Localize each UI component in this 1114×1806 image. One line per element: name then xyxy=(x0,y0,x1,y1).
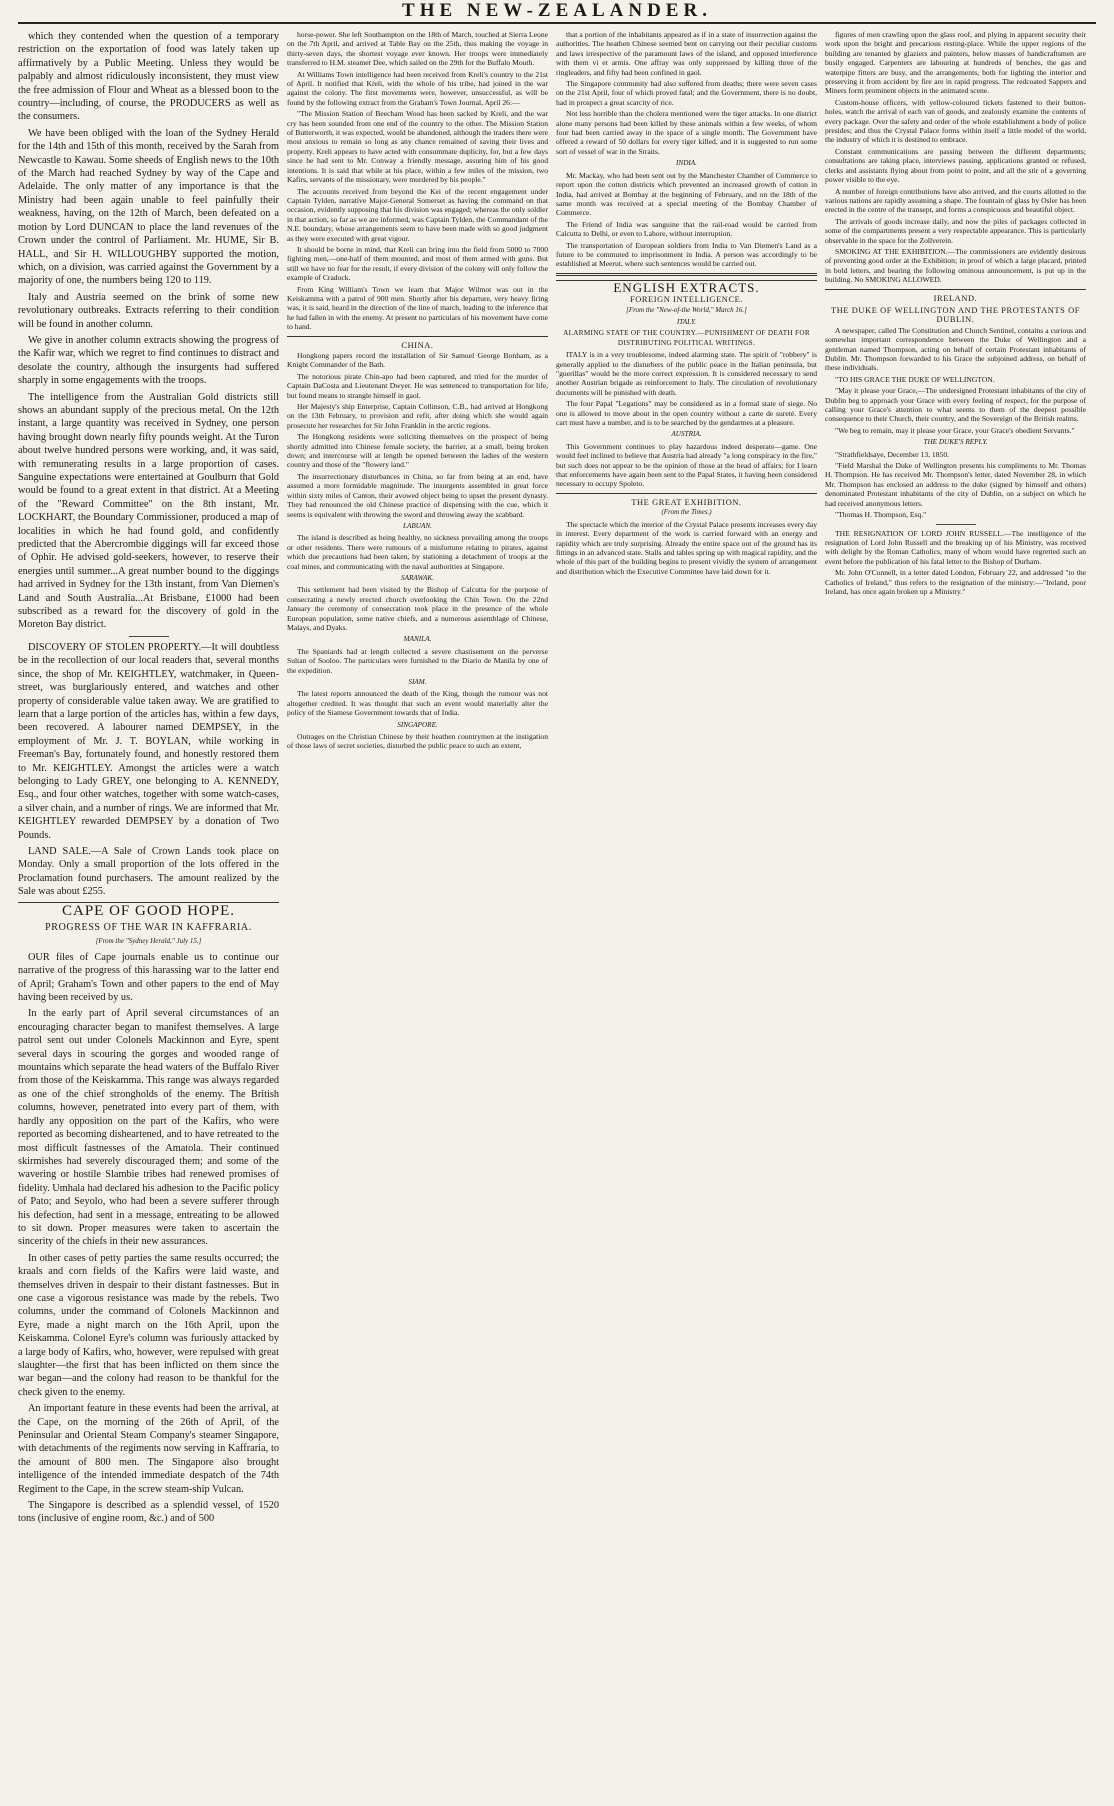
paragraph: DISCOVERY OF STOLEN PROPERTY.—It will doubtless be in the recollection of our local readers that, several months since, the shop of Mr. KEIGHTLEY, watchmaker, in Queen-street, was burglariously entered, and watches and other property of considerable value taken away. We are gratified to learn that a large portion of the articles has, within a few days, been recovered. A labourer named DEMPSEY, in the employment of Mr. J. T. BOYLAN, while working in Freeman's Bay, fortunately found, and honestly restored them to Mr. KEIGHTLEY. Amongst the articles were a watch belonging to Lady GREY, one belonging to A. KENNEDY, Esq., and four other watches, together with some watch-cases, a silver chain, and a number of rings. We are informed that Mr. KEIGHTLEY rewarded DEMPSEY by a donation of Two Pounds. xyxy=(18,641,279,841)
subheading-labuan: LABUAN. xyxy=(403,521,432,530)
article-heading: THE DUKE OF WELLINGTON AND THE PROTESTANTS OF DUBLIN. xyxy=(831,305,1080,325)
paragraph: which they contended when the question of a temporary restriction on the exportation of food was lately taken up affirmatively by a Public Meeting. Unless they would be palpably and almost ridiculously inconsistent, they must view the free admission of Flour and Wheat as a blessed boon to the country—including, of course, the PRODUCERS as well as the consumers. xyxy=(18,31,279,123)
column-3 xyxy=(556,30,817,1796)
rule xyxy=(825,289,1086,290)
paragraph: We have been obliged with the loan of the Sydney Herald for the 14th and 15th of this month, received by the Sarah from Newcastle to Kawau. Some sheeds of English news to the 10th of the March had reached Sydney by way of the Cape and Adelaide. The only matter of any importance is that the Ministry had been again unable to feel painfully their weakness, having, on the 12th of March, been defeated on a motion by Lord DUNCAN to place the land revenues of the Crown under the control of Parliament. Mr. HUME, Sir B. HALL, and Sir H. WILLOUGHBY supported the motion, which, on a division, was carried against the Government by a majority of one, the numbers being 120 to 119. xyxy=(18,127,279,287)
subheading-siam: SIAM. xyxy=(408,678,427,686)
paragraph: ITALY is in a very troublesome, indeed alarming state. The spirit of "robbery" is generally applied to the disturbers of the public peace in the Italian peninsula, but "guerillas" would be the more correct expression. It is considered necessary to send another Austrian brigade as reinforcement to Italy. The circulation of revolutionary documents will be punished with death. xyxy=(556,350,817,397)
separator xyxy=(936,524,976,525)
source-line: [From the "New-of-the World," March 16.] xyxy=(626,305,747,314)
column-4 xyxy=(825,30,1086,1796)
subheading-austria: AUSTRIA. xyxy=(671,430,702,439)
paragraph: The four Papal "Legations" may be considered as in a formal state of siege. No one is allowed to move about in the open country without a carte de sureté. Every cart must have a number, and is to be searched by the gendarmes at a pleasure. xyxy=(556,399,817,428)
subheading-india: INDIA. xyxy=(676,159,697,168)
paragraph: The accounts received from beyond the Kei of the recent engagement under Captain Tylden, narrative Major-General Somerset as having the command on that occasion, evidently supposing that his division was engaged; whereas the only soldier in that action, so far as we are informed, was Captain Tylden, the Commandant of the N.E. boundary, whose arrangements seem to have been made with so good judgment as they were executed with great vigour. xyxy=(287,186,548,243)
paragraph: horse-power. She left Southampton on the 18th of March, touched at Sierra Leone on the 7th April, and arrived at Table Bay on the 25th, thus making the voyage in thirty-seven days, the shortest voyage ever known. Her troops were immediately transferred to H.M. steamer Dee, which sailed on the 29th for the Buffalo Mouth. xyxy=(287,30,548,68)
paragraph: SMOKING AT THE EXHIBITION.—The commissioners are evidently desirous of preventing good order at the Exhibition; in proof of which a large placard, printed in bold letters, and bearing the following ominous announcement, is put up in the building. No SMOKING ALLOWED. xyxy=(825,246,1086,285)
subheading-dukes-reply: THE DUKE'S REPLY. xyxy=(923,438,988,447)
paragraph: At Williams Town intelligence had been received from Kreli's country to the 21st of April. It notified that Kreli, with the whole of his tribe, had joined in the war against the colony. The first movements were, however, unsuccessful, as will be found by the following extract from the Graham's Town Journal, April 26:— xyxy=(287,69,548,107)
paragraph: Her Majesty's ship Enterprise, Captain Collinson, C.B., had arrived at Hongkong on the 13th February, to provision and refit, after doing which she would again prosecute her researches for Sir John Franklin in the arctic regions. xyxy=(287,402,548,430)
subheading-sarawak: SARAWAK. xyxy=(401,573,434,582)
paragraph: OUR files of Cape journals enable us to continue our narrative of the progress of this harassing war to the latter end of April; Graham's Town and other papers to the end of May having been received by us. xyxy=(18,951,279,1004)
paragraph: "The Mission Station of Beecham Wood has been sacked by Kreli, and the war cry has been sounded from one end of the country to the other. The Mission Station of Butterworth, it was expected, would be abandoned, although the traders there were most anxious to remain so long as any chance remained of saving their lives and property. Kreli appears to have acted with consummate duplicity, for, but a few days since he had sent to Mr. Conway a friendly message, assuring him of his good intentions. It is said that while at his place, within a few miles of the mission, two Kafirs, servants of the missionary, were murdered by his people." xyxy=(287,109,548,185)
paragraph: A number of foreign contributions have also arrived, and the courts allotted to the various nations are rapidly assuming a shape. The fountain of glass by Osler has been erected in the centre of the transept, and forms a conspicuous and beautiful object. xyxy=(825,186,1086,215)
paragraph: "Field Marshal the Duke of Wellington presents his compliments to Mr. Thomas H. Thompson. He has received Mr. Thompson's letter, dated November 28, in which Mr. Thompson has enclosed an address to the duke (signed by himself and others) denominated Protestant inhabitants of the city of Dublin, on a subject on which he had received anonymous letters. xyxy=(825,461,1086,508)
paragraph: Not less horrible than the cholera mentioned were the tiger attacks. In one district alone many persons had been killed by these animals within a few weeks, of whom four had been carried away in the space of a single month. The Government have offered a reward of 50 dollars for every tiger killed, and it is suggested to run some sort of vessel of war in the Straits. xyxy=(556,109,817,156)
rule xyxy=(556,493,817,494)
subheading-singapore: SINGAPORE. xyxy=(397,720,438,729)
paragraph: Outrages on the Christian Chinese by their heathen countrymen at the instigation of those laws of secret societies, disturbed the public peace to such an extent, xyxy=(287,732,548,751)
paragraph: The Singapore is described as a splendid vessel, of 1520 tons (inclusive of engine room, &c.) and of 500 xyxy=(18,1500,279,1525)
paragraph: The insurrectionary disturbances in China, so far from being at an end, have assumed a more formidable magnitude. The insurgents assembled in great force within sixty miles of Canton, their avowed object being to upset the present dynasty. They had renounced the old Chinese practice of dispensing with the cue, which it seems is equivalent with throwing the sword and throwing away the scabbard. xyxy=(287,471,548,519)
source-line: [From the "Sydney Herald," July 15.] xyxy=(95,937,202,946)
paragraph: Italy and Austria seemed on the brink of some new revolutionary outbreaks. Extracts referring to their condition will be found in another column. xyxy=(18,291,279,330)
article-heading: FOREIGN INTELLIGENCE. xyxy=(629,295,744,305)
paragraph: From King William's Town we learn that Major Wilmot was out in the Keiskamma with a patrol of 900 men. Shortly after his departure, very heavy firing was, it is said, heard in the direction of the line of march, leading to the inference that he had fallen in with the enemy. At present no particulars of his movement have come to hand. xyxy=(287,284,548,332)
paragraph: The latest reports announced the death of the King, though the rumour was not altogether credited. It was thought that such an event would materially alter the policy of the Siamese Government towards that of India. xyxy=(287,689,548,718)
paragraph: THE RESIGNATION OF LORD JOHN RUSSELL.—The intelligence of the resignation of Lord John Russell and the breaking up of his Ministry, was received with delight by the Roman Catholics, many of whom would have regretted such an event before the publication of his fatal letter to the Bishop of Durham. xyxy=(825,528,1086,566)
paragraph: An important feature in these events had been the arrival, at the Cape, on the morning of the 26th of April, of the Peninsular and Oriental Steam Company's steamer Singapore, with detachments of the regiments now serving in Kaffraria, to the amount of 800 men. The Singapore also brought intelligence of the intended immediate despatch of the 74th Regiment to the Cape, in the screw steam-ship Vulcan. xyxy=(18,1403,279,1495)
paragraph: The Spaniards had at length collected a severe chastisement on the perverse Sultan of Sooloo. The particulars were furnished to the Diario de Manila by one of the expedition. xyxy=(287,646,548,675)
section-heading-china: CHINA. xyxy=(401,340,434,350)
paragraph: The island is described as being healthy, no sickness prevailing among the troops or other residents. There were rumours of a misfortune relating to pirates, against which due precautions had been taken, by stationing a detachment of troops at the coal mines, and communicating with the naval authorities at Singapore. xyxy=(287,533,548,571)
paragraph: LAND SALE.—A Sale of Crown Lands took place on Monday. Only a small proportion of the lots offered in the Proclamation found purchasers. The amount realized by the Sale was about £255. xyxy=(18,845,279,898)
paragraph: This settlement had been visited by the Bishop of Calcutta for the purpose of consecrating a newly erected church overlooking the Chin Town. On the 22nd January the ceremony of consecration took place in the presence of the whole European population, some native chiefs, and a numerous assemblage of Chinese, Malays, and Dyaks. xyxy=(287,585,548,632)
paragraph: The notorious pirate Chin-apo had been captured, and tried for the murder of Captain DaCosta and Lieutenant Dwyer. He was sentenced to transportation for life, but found means to strangle himself in gaol. xyxy=(287,371,548,400)
paragraph: "We beg to remain, may it please your Grace, your Grace's obedient Servants." xyxy=(835,425,1075,435)
paragraph: Constant communications are passing between the different departments; consultations are taking place, interviews passing, applications granted or refused, clerks and assistants flying about from point to point, and all the stir of a governing power visible to the eye. xyxy=(825,146,1086,185)
paragraph: Hongkong papers record the installation of Sir Samuel George Bonham, as a Knight Commander of the Bath. xyxy=(287,351,548,370)
paragraph: "Thomas H. Thompson, Esq." xyxy=(835,510,927,520)
article-heading: PROGRESS OF THE WAR IN KAFFRARIA. xyxy=(45,922,252,933)
paragraph: Custom-house officers, with yellow-coloured tickets fastened to their button-holes, watch the arrival of each van of goods, and zealously examine the contents of every package. Over the safety and order of the whole establishment a body of police presides; and thus the Crystal Palace forms within itself a little model of the world, the industry of which it is destined to embrace. xyxy=(825,97,1086,145)
rule xyxy=(556,273,817,276)
paragraph: In other cases of petty parties the same results occurred; the kraals and corn fields of the Kafirs were laid waste, and themselves driven in despair to their distant fastnesses. But in one case a vigorous resistance was made by the rebels. Two columns, under the command of Colonels Mackinnon and Eyre, made a night march on the 16th April, upon the Keiskamma. Colonel Eyre's column was furiously attacked by a large body of Kafirs, who, however, were repulsed with great slaughter—the first that has been inflicted on them since the war began—and the colony had reason to be thankful for the check given to the enemy. xyxy=(18,1252,279,1398)
paragraph: figures of men crawling upon the glass roof, and plying in apparent security their work upon the bright and precarious resting-place. While the upper regions of the building are tenanted by glaziers and painters, below masses of handicraftsmen are busily engaged. Carpenters are labouring at hundreds of benches, the gas and waterpipe fitters are busy, and the arrangements, both for lighting the interior and preserving it from accident by fire are in rapid progress. The redcoated Sappers and Miners form prominent objects in the animated scene. xyxy=(825,30,1086,96)
headline: ALARMING STATE OF THE COUNTRY.—PUNISHMENT OF DEATH FOR DISTRIBUTING POLITICAL WRITINGS. xyxy=(563,329,810,347)
paragraph: The arrivals of goods increase daily, and now the piles of packages collected in some of the compartments present a very respectable appearance. This is particularly observable in the space for the Zollverein. xyxy=(825,216,1086,245)
paragraph: "May it please your Grace,—The undersigned Protestant inhabitants of the city of Dublin beg to approach your Grace with every feeling of respect, for the purpose of calling your Grace's attention to what seems to them of the deepest possible consequence to their Church, their country, and the Sovereign of the British realms. xyxy=(825,386,1086,424)
masthead xyxy=(0,0,1114,26)
section-heading-ireland: IRELAND. xyxy=(933,293,978,303)
paragraph: The intelligence from the Australian Gold districts still shows an abundant supply of the precious metal. On the 12th instant, a large quantity was received in Sydney, one person having brought down nearly fifty pounds weight. At the Turon about twelve hundred persons were working, and, it was said, with remunerating results in a large proportion of cases. Sanguine expectations were entertained at Goulburn that Gold would be found to a great extent in that district. At a Meeting of the "Reward Committee" on the 8th instant, Mr. LOCKHART, the Boundary Commissioner, produced a map of localities in which he had found gold, and confidently predicted that the Abercrombie diggings will far exceed those of Ophir. He advised gold-seekers, however, to reserve their energies until summer...A great number bound to the diggings had arrived in Sydney for the 13th instant, from Van Diemen's Land and South Australia...At Brisbane, £1000 had been subscribed as a reward for the discovery of gold in the Moreton Bay district. xyxy=(18,391,279,631)
columns xyxy=(18,30,1096,1796)
column-2 xyxy=(287,30,548,1796)
source-line: (From the Times.) xyxy=(661,508,712,517)
rule xyxy=(287,336,548,337)
paragraph: We give in another column extracts showing the progress of the Kafir war, which we regret to find continues to distract and desolate the country, although the insurgents had suffered sharply in some engagements with the troops. xyxy=(18,334,279,387)
paragraph: Mr. John O'Connell, in a letter dated London, February 22, and addressed "to the Catholics of Ireland," thus refers to the resignation of the ministry:—"Ireland, poor Ireland, has once again broken up a Ministry." xyxy=(825,568,1086,596)
subheading-italy: ITALY. xyxy=(676,317,697,326)
paragraph: It should be borne in mind, that Kreli can bring into the field from 5000 to 7000 fighting men,—one-half of them mounted, and most of them armed with guns. But still we have no fear for the result, if every division of the colony will only follow the example of Cradock. xyxy=(287,244,548,283)
section-heading-english-extracts: ENGLISH EXTRACTS. xyxy=(556,280,817,292)
paragraph: "TO HIS GRACE THE DUKE OF WELLINGTON. xyxy=(835,374,995,384)
paragraph: The Hongkong residents were soliciting themselves on the prospect of being shortly admitted into Chinese female society, the barrier, at a small, being broken down; and intercourse will at length be opened between the ladies of the western country and those of the "flowery land." xyxy=(287,432,548,470)
paragraph: Mr. Mackay, who had been sent out by the Manchester Chamber of Commerce to report upon the cotton districts which prevented an increased growth of cotton in India, had arrived at Bombay at the beginning of February, and on the 18th of the same month was received at a special meeting of the Bombay Chamber of Commerce. xyxy=(556,170,817,218)
subheading-manila: MANILA. xyxy=(403,635,432,644)
paragraph: "Strathfieldsaye, December 13, 1850. xyxy=(835,449,950,459)
paragraph: The spectacle which the interior of the Crystal Palace presents increases every day in interest. Every department of the work is carried forward with an energy and rapidity which are truly surprising. Already the entire space out of the ground has its fittings in an advanced state. Stalls and tables spring up with magical rapidity, and the whole of this part of the building begins to present vividly the system of arrangement and distribution which the Executive Committee have laid down for it. xyxy=(556,519,817,576)
separator xyxy=(129,636,169,637)
paragraph: The Friend of India was sanguine that the rail-road would be carried from Calcutta to Delhi, or even to Lahore, without interruption. xyxy=(556,219,817,239)
section-heading-cape: CAPE OF GOOD HOPE. xyxy=(18,902,279,918)
paragraph: In the early part of April several circumstances of an encouraging character began to manifest themselves. A large patrol sent out under Colonels Mackinnon and Eyre, spent several days in scouring the gorges and wooded range of mountains which separate the head waters of the Buffalo River from those of the Keiskamma. This range was always regarded as one of the chief strongholds of the enemy. The British columns, however, penetrated into every part of them, with hardly any opposition on the part of the Kafirs, who were reported as becoming disheartened, and to have retreated to the most difficult fastnesses of the Amatola. Their continued skirmishes had severely discouraged them; and some of the wavering or hostile Slambie tribes had renewed promises of fidelity. Umhala had declared his adhesion to the Pacific policy of Pato; and Seyolo, who had been a severe sufferer through his defection, had sent in a message, entreating to be allowed to sit down. Proper measures were taken to ascertain the sincerity of the chiefs in their new assurances. xyxy=(18,1008,279,1248)
paragraph: The Singapore community had also suffered from deaths; there were seven cases on the 21st April, four of which proved fatal; and the Government, there is no doubt, had in prospect a great scarcity of rice. xyxy=(556,79,817,107)
paragraph: This Government continues to play hazardous indeed desperate—game. One would feel inclined to believe that Austria had already "a long conspiracy in the fire," but such does not appear to be the opinion of those at the head of affairs; for I learn that enforcements have again been sent to the Papal States, it having been considered necessary to occupy Spoleto. xyxy=(556,441,817,489)
newspaper-title: THE NEW-ZEALANDER. xyxy=(402,0,712,21)
paragraph: The transportation of European soldiers from India to Van Diemen's Land as a future to be commuted to imprisonment in India. A person was accordingly to be established at Meerut, where such sentences would be carried out. xyxy=(556,240,817,269)
column-1 xyxy=(18,30,279,1796)
masthead-rule xyxy=(18,22,1096,24)
paragraph: that a portion of the inhabitants appeared as if in a state of insurrection against the authorities. The heathen Chinese seemed bent on carrying out their peculiar customs and laws irrespective of the paramount laws of the island, and opposed interference with them vi et armis. One affray was only suppressed by killing three of the ringleaders, and fifty had been confined in gaol. xyxy=(556,30,817,77)
paragraph: A newspaper, called The Constitution and Church Sentinel, contains a curious and somewhat important correspondence between the Duke of Wellington and a gentleman named Thompson, acting on behalf of certain Protestant inhabitants of Dublin. Mr. Thompson forwarded to his Grace the subjoined address, on behalf of these individuals. xyxy=(825,325,1086,373)
article-heading: THE GREAT EXHIBITION. xyxy=(631,497,742,507)
